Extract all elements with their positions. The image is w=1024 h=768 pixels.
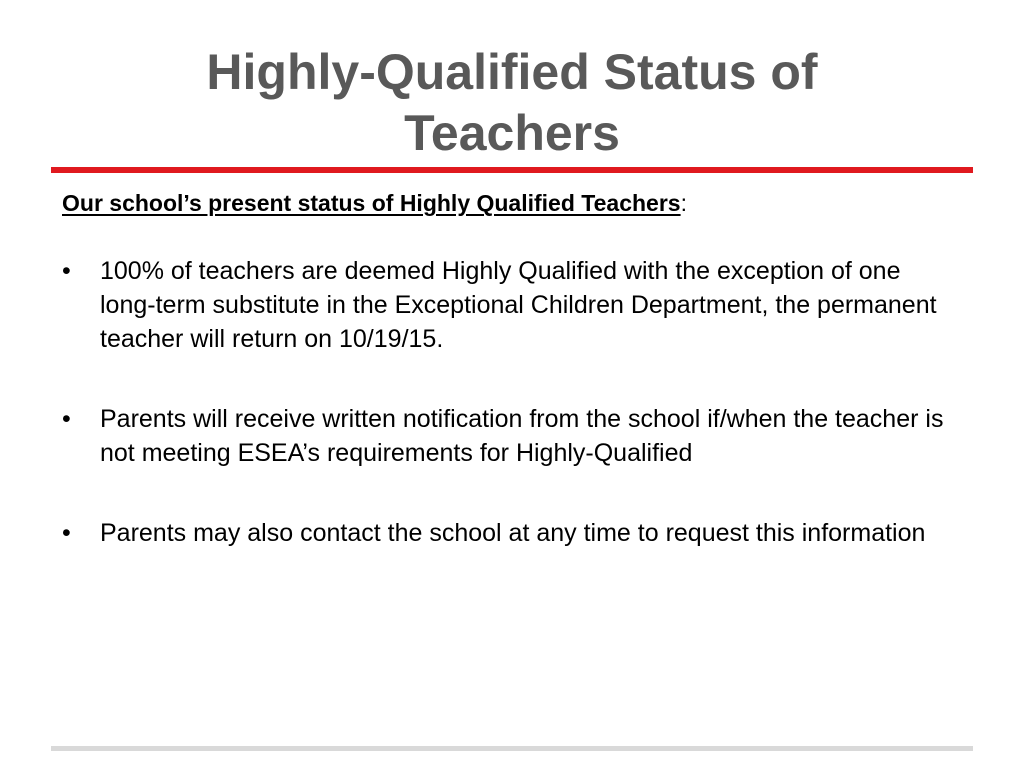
- bullet-text: 100% of teachers are deemed Highly Qualified with the exception of one long-term substitute in the Exceptional Children Department, the permanent teacher will return on 10/19/15.: [100, 257, 937, 353]
- slide-title-line-2: Teachers: [404, 105, 620, 161]
- bullet-item: [62, 516, 962, 550]
- footer-divider: [51, 746, 973, 751]
- bullet-point-icon: •: [62, 405, 71, 433]
- bullet-point-icon: •: [62, 519, 71, 547]
- section-subheading: [62, 187, 687, 219]
- bullet-list: [62, 254, 962, 596]
- bullet-item: [62, 254, 962, 356]
- slide-title: [60, 42, 964, 164]
- title-divider: [51, 167, 973, 173]
- slide-title-line-1: Highly-Qualified Status of: [206, 44, 818, 100]
- bullet-item: [62, 402, 962, 470]
- bullet-text: Parents will receive written notification from the school if/when the teacher is not meeting ESEA’s requirements for Highly-Qualified: [100, 405, 944, 467]
- bullet-text: Parents may also contact the school at any time to request this information: [100, 519, 926, 547]
- subheading-text: Our school’s present status of Highly Qualified Teachers: [62, 190, 681, 216]
- subheading-colon: :: [680, 190, 687, 216]
- bullet-point-icon: •: [62, 257, 71, 285]
